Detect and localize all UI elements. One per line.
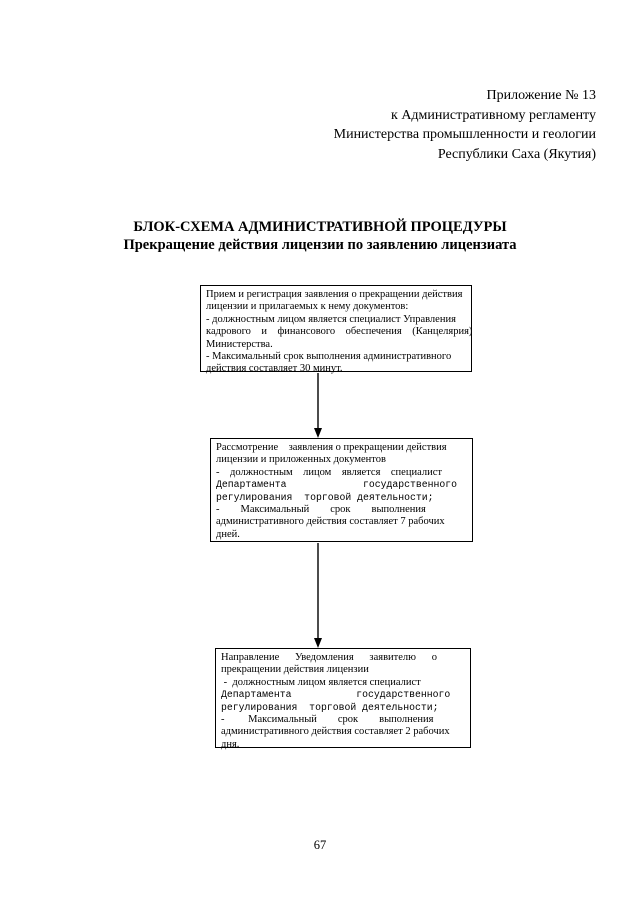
page-number: 67 xyxy=(313,838,327,852)
step-text: регулирования торговой деятельности; xyxy=(216,491,434,503)
appendix-republic: Республики Саха (Якутия) xyxy=(437,146,596,162)
step-text: Департамента государственного xyxy=(221,689,451,701)
step-text: - Максимальный срок выполнения xyxy=(221,714,434,726)
connector-arrow-1 xyxy=(314,373,322,438)
step-text: лицензии и прилагаемых к нему документов: xyxy=(206,301,409,313)
step-text: Департамента государственного xyxy=(216,479,458,491)
step-text: действия составляет 30 минут. xyxy=(206,363,343,375)
step-text: административного действия составляет 2 рабочих xyxy=(221,726,450,738)
step-text: Прием и регистрация заявления о прекращении действия xyxy=(206,289,463,300)
step-text: - Максимальный срок выполнения xyxy=(216,504,426,516)
step-text: Направление Уведомления заявителю о xyxy=(221,652,437,663)
step-text: - должностным лицом является специалист xyxy=(216,466,442,478)
step-text: - должностным лицом является специалист xyxy=(221,676,421,688)
step-text: - Максимальный срок выполнения административного xyxy=(206,351,452,363)
step-text: - должностным лицом является специалист Управления xyxy=(206,313,456,325)
connector-arrow-2 xyxy=(314,543,322,648)
step-text: административного действия составляет 7 рабочих xyxy=(216,516,445,528)
appendix-number: Приложение № 13 xyxy=(486,88,596,103)
step-text: дней. xyxy=(216,528,240,540)
step-text: дня. xyxy=(221,738,240,750)
step-text: лицензии и приложенных документов xyxy=(216,454,386,466)
step-text: Министерства. xyxy=(206,338,273,350)
step-text: регулирования торговой деятельности; xyxy=(221,701,439,713)
step-text: Рассмотрение заявления о прекращении действия xyxy=(216,442,447,453)
appendix-ministry: Министерства промышленности и геологии xyxy=(333,127,596,142)
document-subtitle: Прекращение действия лицензии по заявлению лицензиата xyxy=(123,237,517,253)
step-text: кадрового и финансового обеспечения (Канцелярия) xyxy=(206,326,473,338)
step-text: прекращении действия лицензии xyxy=(221,664,369,676)
appendix-reference: к Административному регламенту xyxy=(391,107,596,123)
document-title: БЛОК-СХЕМА АДМИНИСТРАТИВНОЙ ПРОЦЕДУРЫ xyxy=(133,219,507,235)
